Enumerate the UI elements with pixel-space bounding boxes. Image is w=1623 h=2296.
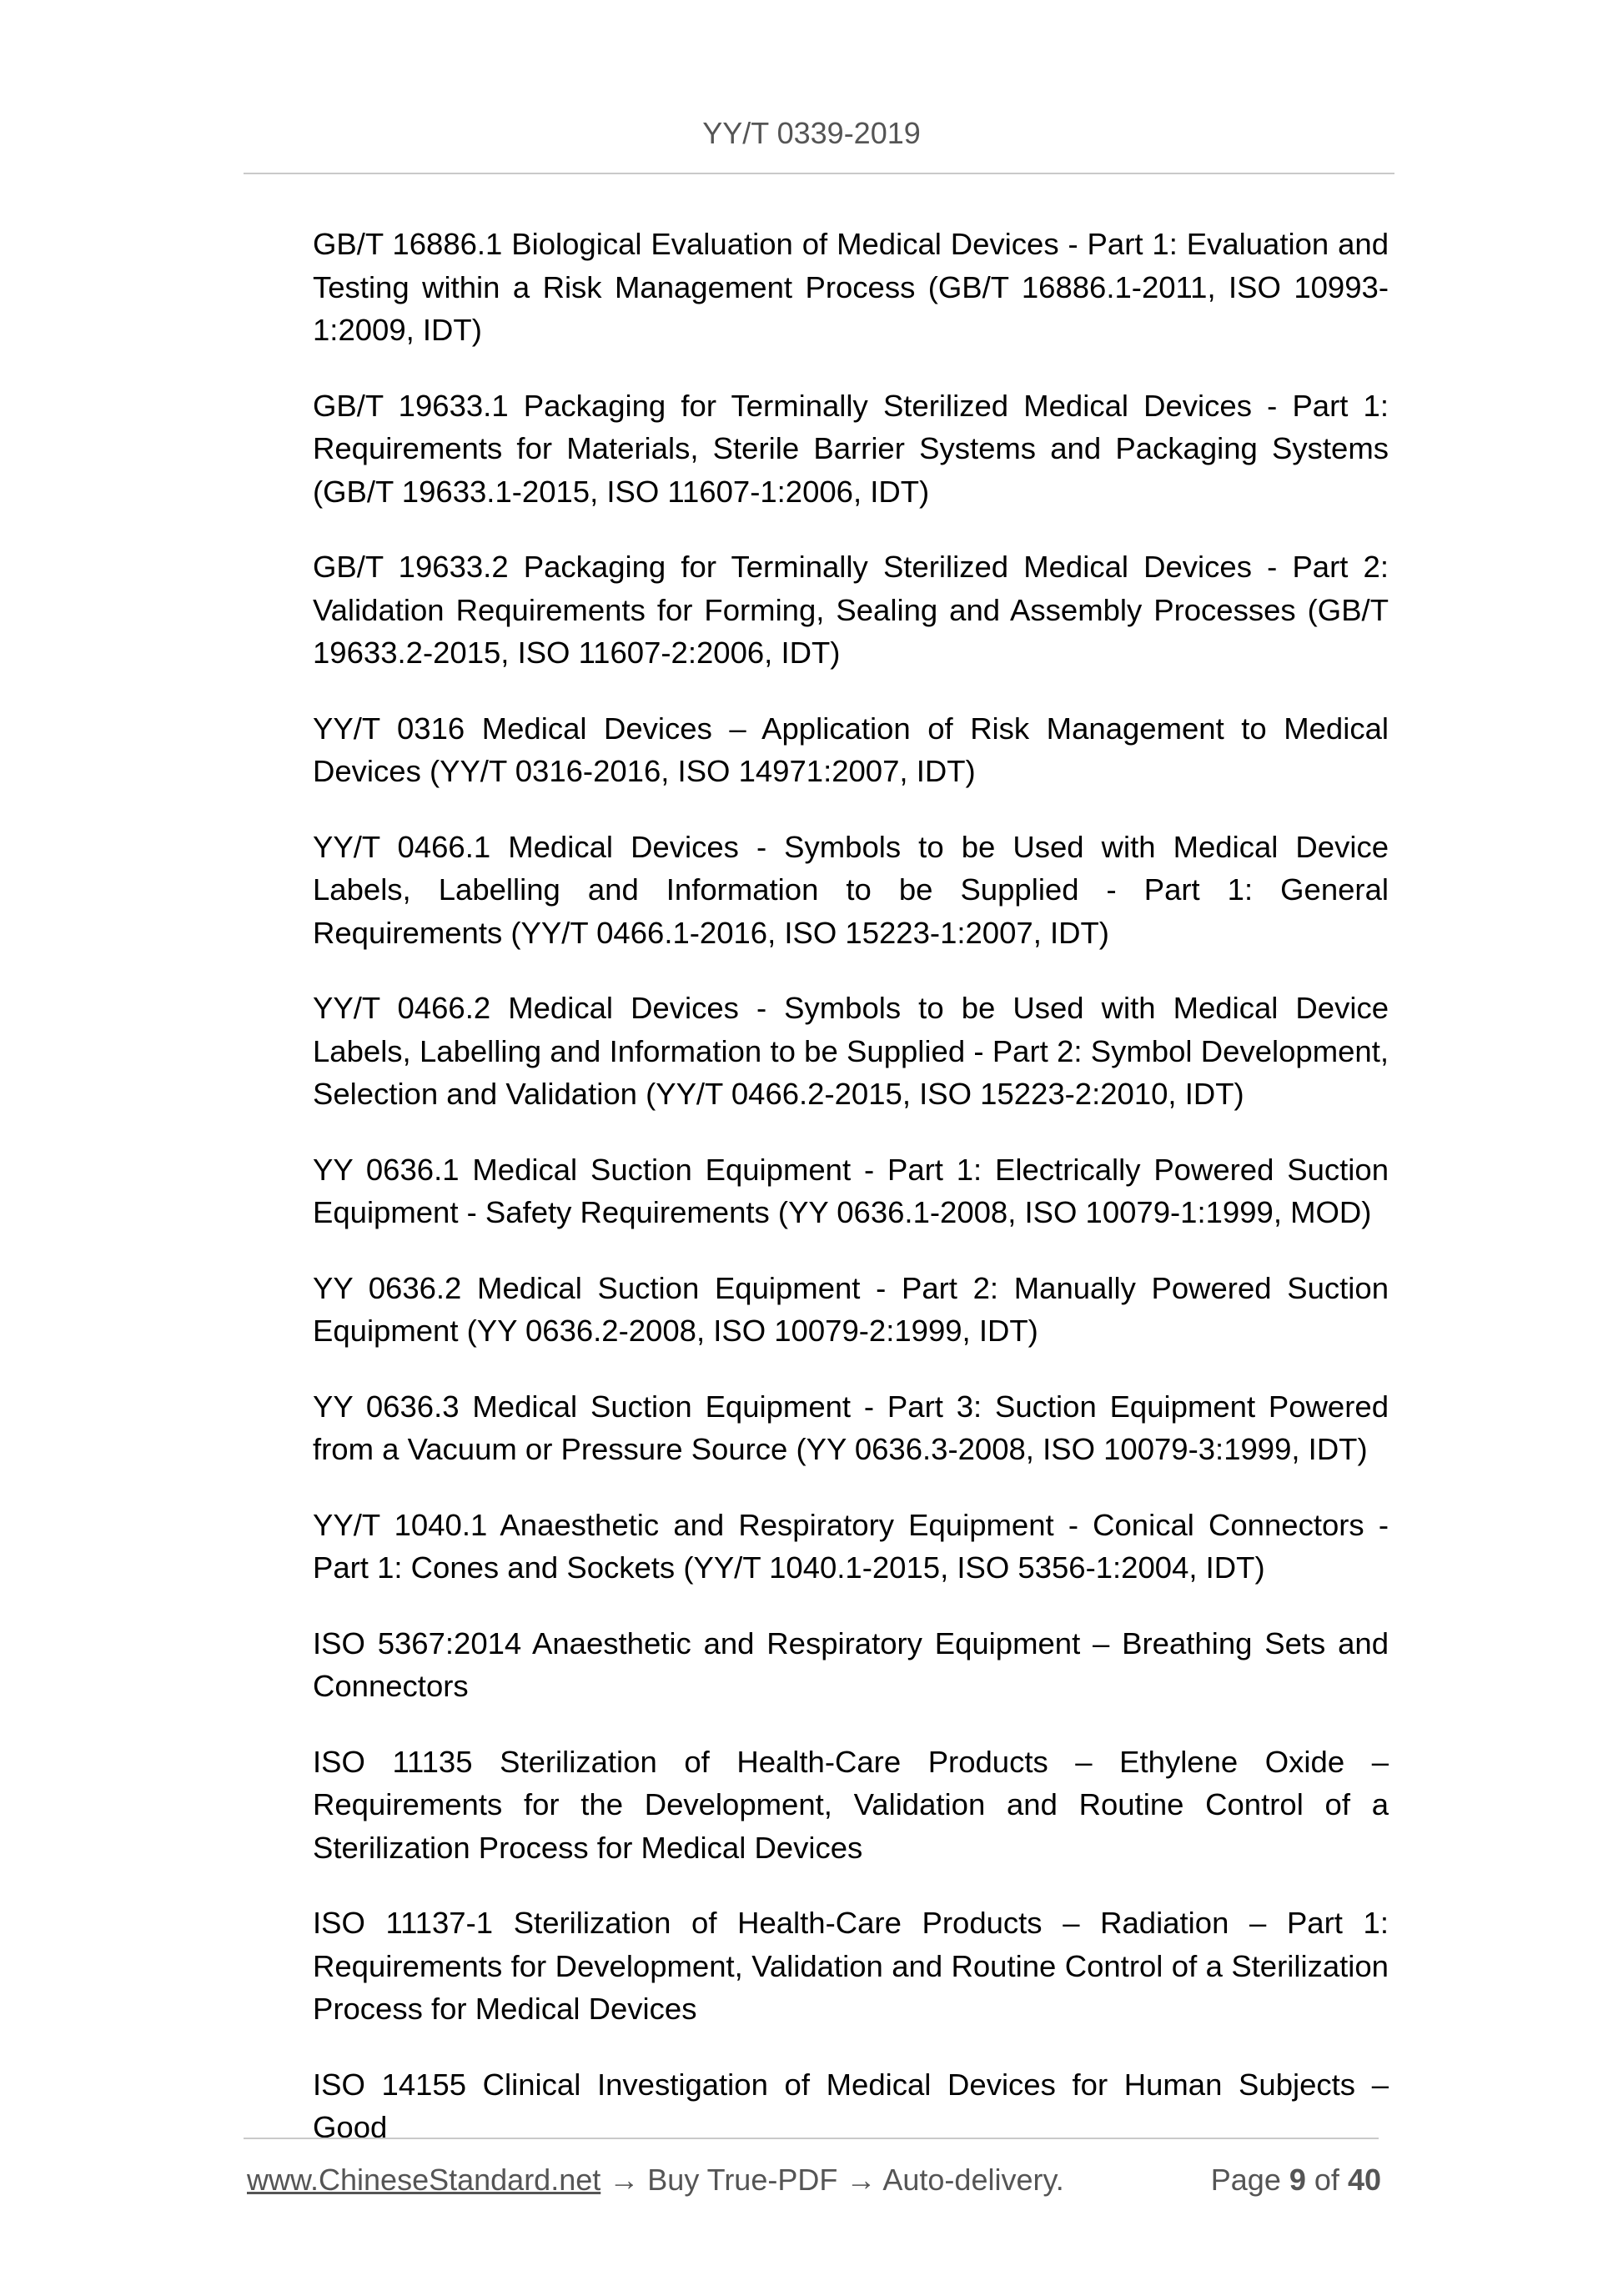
page-counter <box>1211 2160 1381 2200</box>
reference-item: ISO 11135 Sterilization of Health-Care Products – Ethylene Oxide – Requirements for the Development, Validation and Routine Control of a Sterilization Process for Medical Devices <box>313 1744 1389 1865</box>
reference-item: YY/T 1040.1 Anaesthetic and Respiratory Equipment - Conical Connectors - Part 1: Cones and Sockets (YY/T 1040.1-2015, ISO 5356-1:2004, IDT) <box>313 1507 1389 1585</box>
of-label: of <box>1314 2163 1339 2197</box>
reference-item: YY 0636.2 Medical Suction Equipment - Part 2: Manually Powered Suction Equipment (YY 0636.2-2008, ISO 10079-2:1999, IDT) <box>313 1270 1389 1348</box>
page-label: Page <box>1210 2163 1281 2197</box>
reference-item: YY 0636.3 Medical Suction Equipment - Part 3: Suction Equipment Powered from a Vacuum or Pressure Source (YY 0636.3-2008, ISO 10079-3:1999, IDT) <box>313 1389 1389 1466</box>
reference-item: ISO 5367:2014 Anaesthetic and Respiratory Equipment – Breathing Sets and Connectors <box>313 1625 1389 1703</box>
total-pages-number: 40 <box>1347 2163 1381 2197</box>
reference-item: YY/T 0316 Medical Devices – Application of Risk Management to Medical Devices (YY/T 0316-2016, ISO 14971:2007, IDT) <box>313 711 1389 788</box>
auto-delivery-text: Auto-delivery. <box>882 2163 1064 2197</box>
reference-item: GB/T 16886.1 Biological Evaluation of Medical Devices - Part 1: Evaluation and Testing within a Risk Management Process (GB/T 16886.1-2011, ISO 10993-1:2009, IDT) <box>313 227 1389 347</box>
buy-true-pdf-text: Buy True-PDF <box>647 2163 838 2197</box>
reference-item: YY/T 0466.2 Medical Devices - Symbols to be Used with Medical Device Labels, Labelling and Information to be Supplied - Part 2: Symbol Development, Selection and Validation (YY/T 0466.2-2015, ISO 15223-2:2010, IDT) <box>313 991 1389 1111</box>
reference-item: ISO 11137-1 Sterilization of Health-Care Products – Radiation – Part 1: Requirements for Development, Validation and Routine Control of a Sterilization Process for Medical Devices <box>313 1906 1389 2026</box>
reference-item: YY/T 0466.1 Medical Devices - Symbols to be Used with Medical Device Labels, Labelling and Information to be Supplied - Part 1: General Requirements (YY/T 0466.1-2016, ISO 15223-1:2007, IDT) <box>313 829 1389 950</box>
reference-item: ISO 14155 Clinical Investigation of Medical Devices for Human Subjects – Good <box>313 2067 1389 2144</box>
page-footer <box>247 2160 1381 2200</box>
reference-item: GB/T 19633.1 Packaging for Terminally Sterilized Medical Devices - Part 1: Requirements for Materials, Sterile Barrier Systems and Packaging Systems (GB/T 19633.1-2015, ISO 11607-1:2006, IDT) <box>313 388 1389 509</box>
page-header-title: YY/T 0339-2019 <box>702 116 921 150</box>
arrow-right-icon: → <box>846 2163 877 2197</box>
reference-item: GB/T 19633.2 Packaging for Terminally Sterilized Medical Devices - Part 2: Validation Requirements for Forming, Sealing and Assembly Processes (GB/T 19633.2-2015, ISO 11607-2:2006, IDT) <box>313 550 1389 670</box>
header-divider <box>244 173 1394 174</box>
current-page-number: 9 <box>1289 2163 1306 2197</box>
arrow-right-icon: → <box>609 2163 640 2197</box>
reference-item: YY 0636.1 Medical Suction Equipment - Part 1: Electrically Powered Suction Equipment - Safety Requirements (YY 0636.1-2008, ISO 10079-1:1999, MOD) <box>313 1152 1389 1229</box>
footer-promo <box>247 2160 1064 2200</box>
website-link[interactable]: www.ChineseStandard.net <box>247 2163 601 2197</box>
normative-references-list <box>313 223 1389 2182</box>
footer-divider <box>244 2138 1379 2139</box>
